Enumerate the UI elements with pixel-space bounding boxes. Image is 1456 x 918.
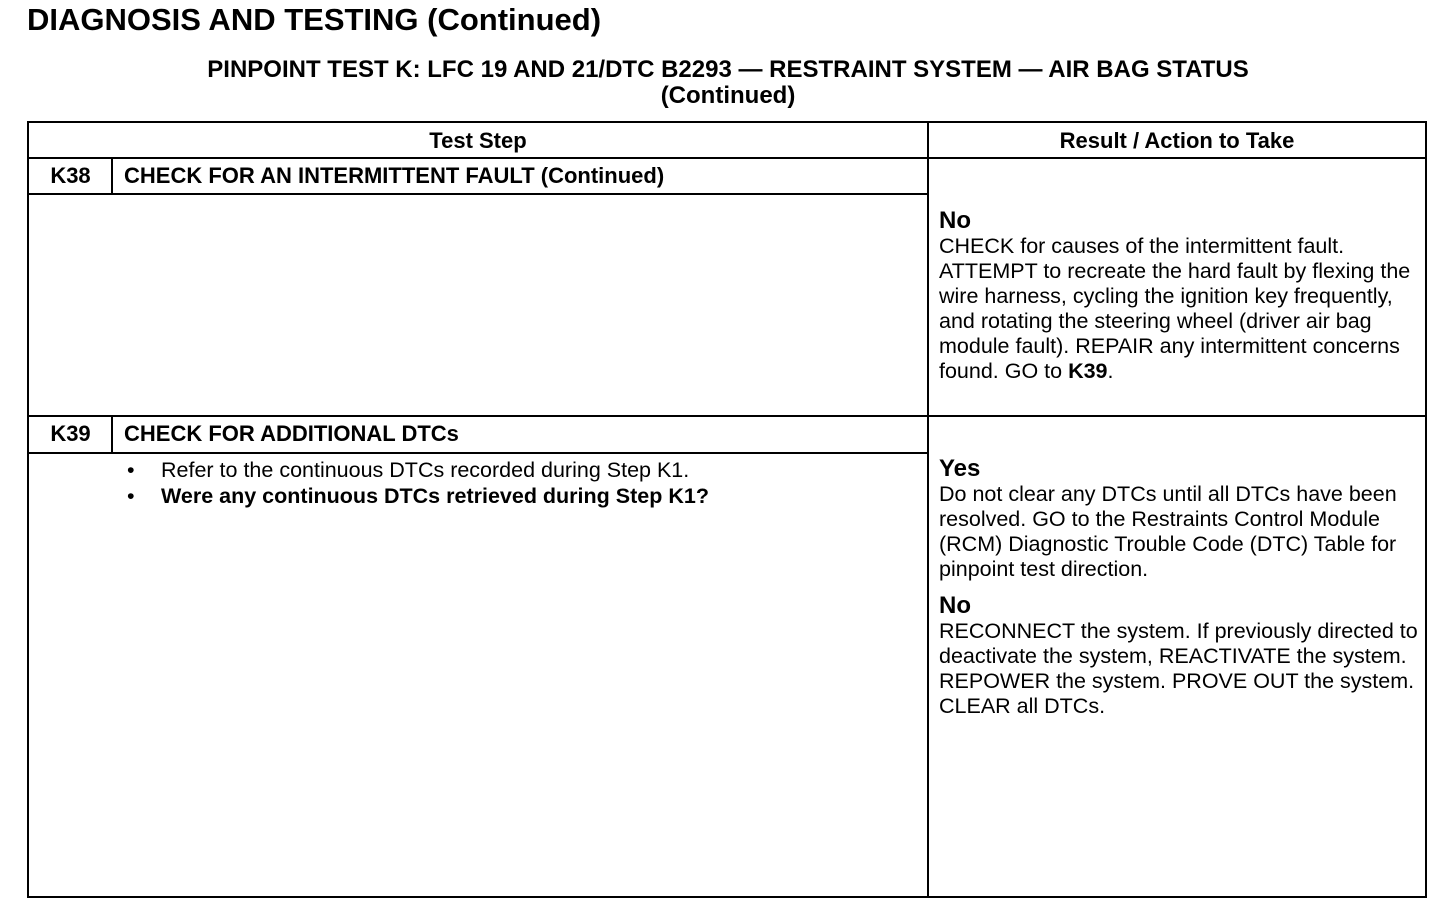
pinpoint-test-title-line2: (Continued) — [660, 82, 796, 109]
pinpoint-test-title — [0, 57, 1456, 109]
result-text: CHECK for causes of the intermittent fault. ATTEMPT to recreate the hard fault by flexing the wire harness, cycling the ignition key frequently, and rotating the steering wheel (driver air bag module fault). REPAIR any intermittent concerns found. GO to K39. — [939, 234, 1411, 383]
k39-result — [939, 455, 1427, 729]
page-title: DIAGNOSIS AND TESTING (Continued) — [27, 2, 602, 37]
step-id-k38: K38 — [50, 163, 91, 188]
column-divider — [927, 123, 929, 896]
k39-instructions — [124, 457, 709, 509]
header-test-step: Test Step — [429, 128, 527, 153]
k39-result-yes — [939, 455, 1427, 582]
goto-step-ref: K39 — [1068, 359, 1108, 383]
step-id-k39: K39 — [50, 421, 91, 446]
k39-title-rule — [29, 452, 927, 454]
k39-result-no — [939, 592, 1427, 719]
result-text: RECONNECT the system. If previously directed to deactivate the system, REACTIVATE the system. REPOWER the system. PROVE OUT the system. CLEAR all DTCs. — [939, 619, 1418, 718]
instruction-item: • Refer to the continuous DTCs recorded during Step K1. — [127, 458, 690, 482]
result-text: Do not clear any DTCs until all DTCs have been resolved. GO to the Restraints Control Module (RCM) Diagnostic Trouble Code (DTC) Table for pinpoint test direction. — [939, 482, 1397, 581]
result-label: Yes — [939, 455, 981, 482]
k38-result-no — [939, 207, 1427, 384]
pinpoint-test-table — [27, 121, 1427, 898]
question-item: • Were any continuous DTCs retrieved during Step K1? — [127, 484, 709, 508]
k38-result — [939, 207, 1427, 394]
result-label: No — [939, 592, 971, 619]
result-label: No — [939, 207, 971, 234]
header-result-action: Result / Action to Take — [1059, 128, 1295, 153]
step-title-k38: CHECK FOR AN INTERMITTENT FAULT (Continued) — [124, 163, 665, 188]
step-title-k39: CHECK FOR ADDITIONAL DTCs — [124, 421, 459, 446]
pinpoint-test-title-line1: PINPOINT TEST K: LFC 19 AND 21/DTC B2293 — RESTRAINT SYSTEM — AIR BAG STATUS — [207, 56, 1249, 83]
